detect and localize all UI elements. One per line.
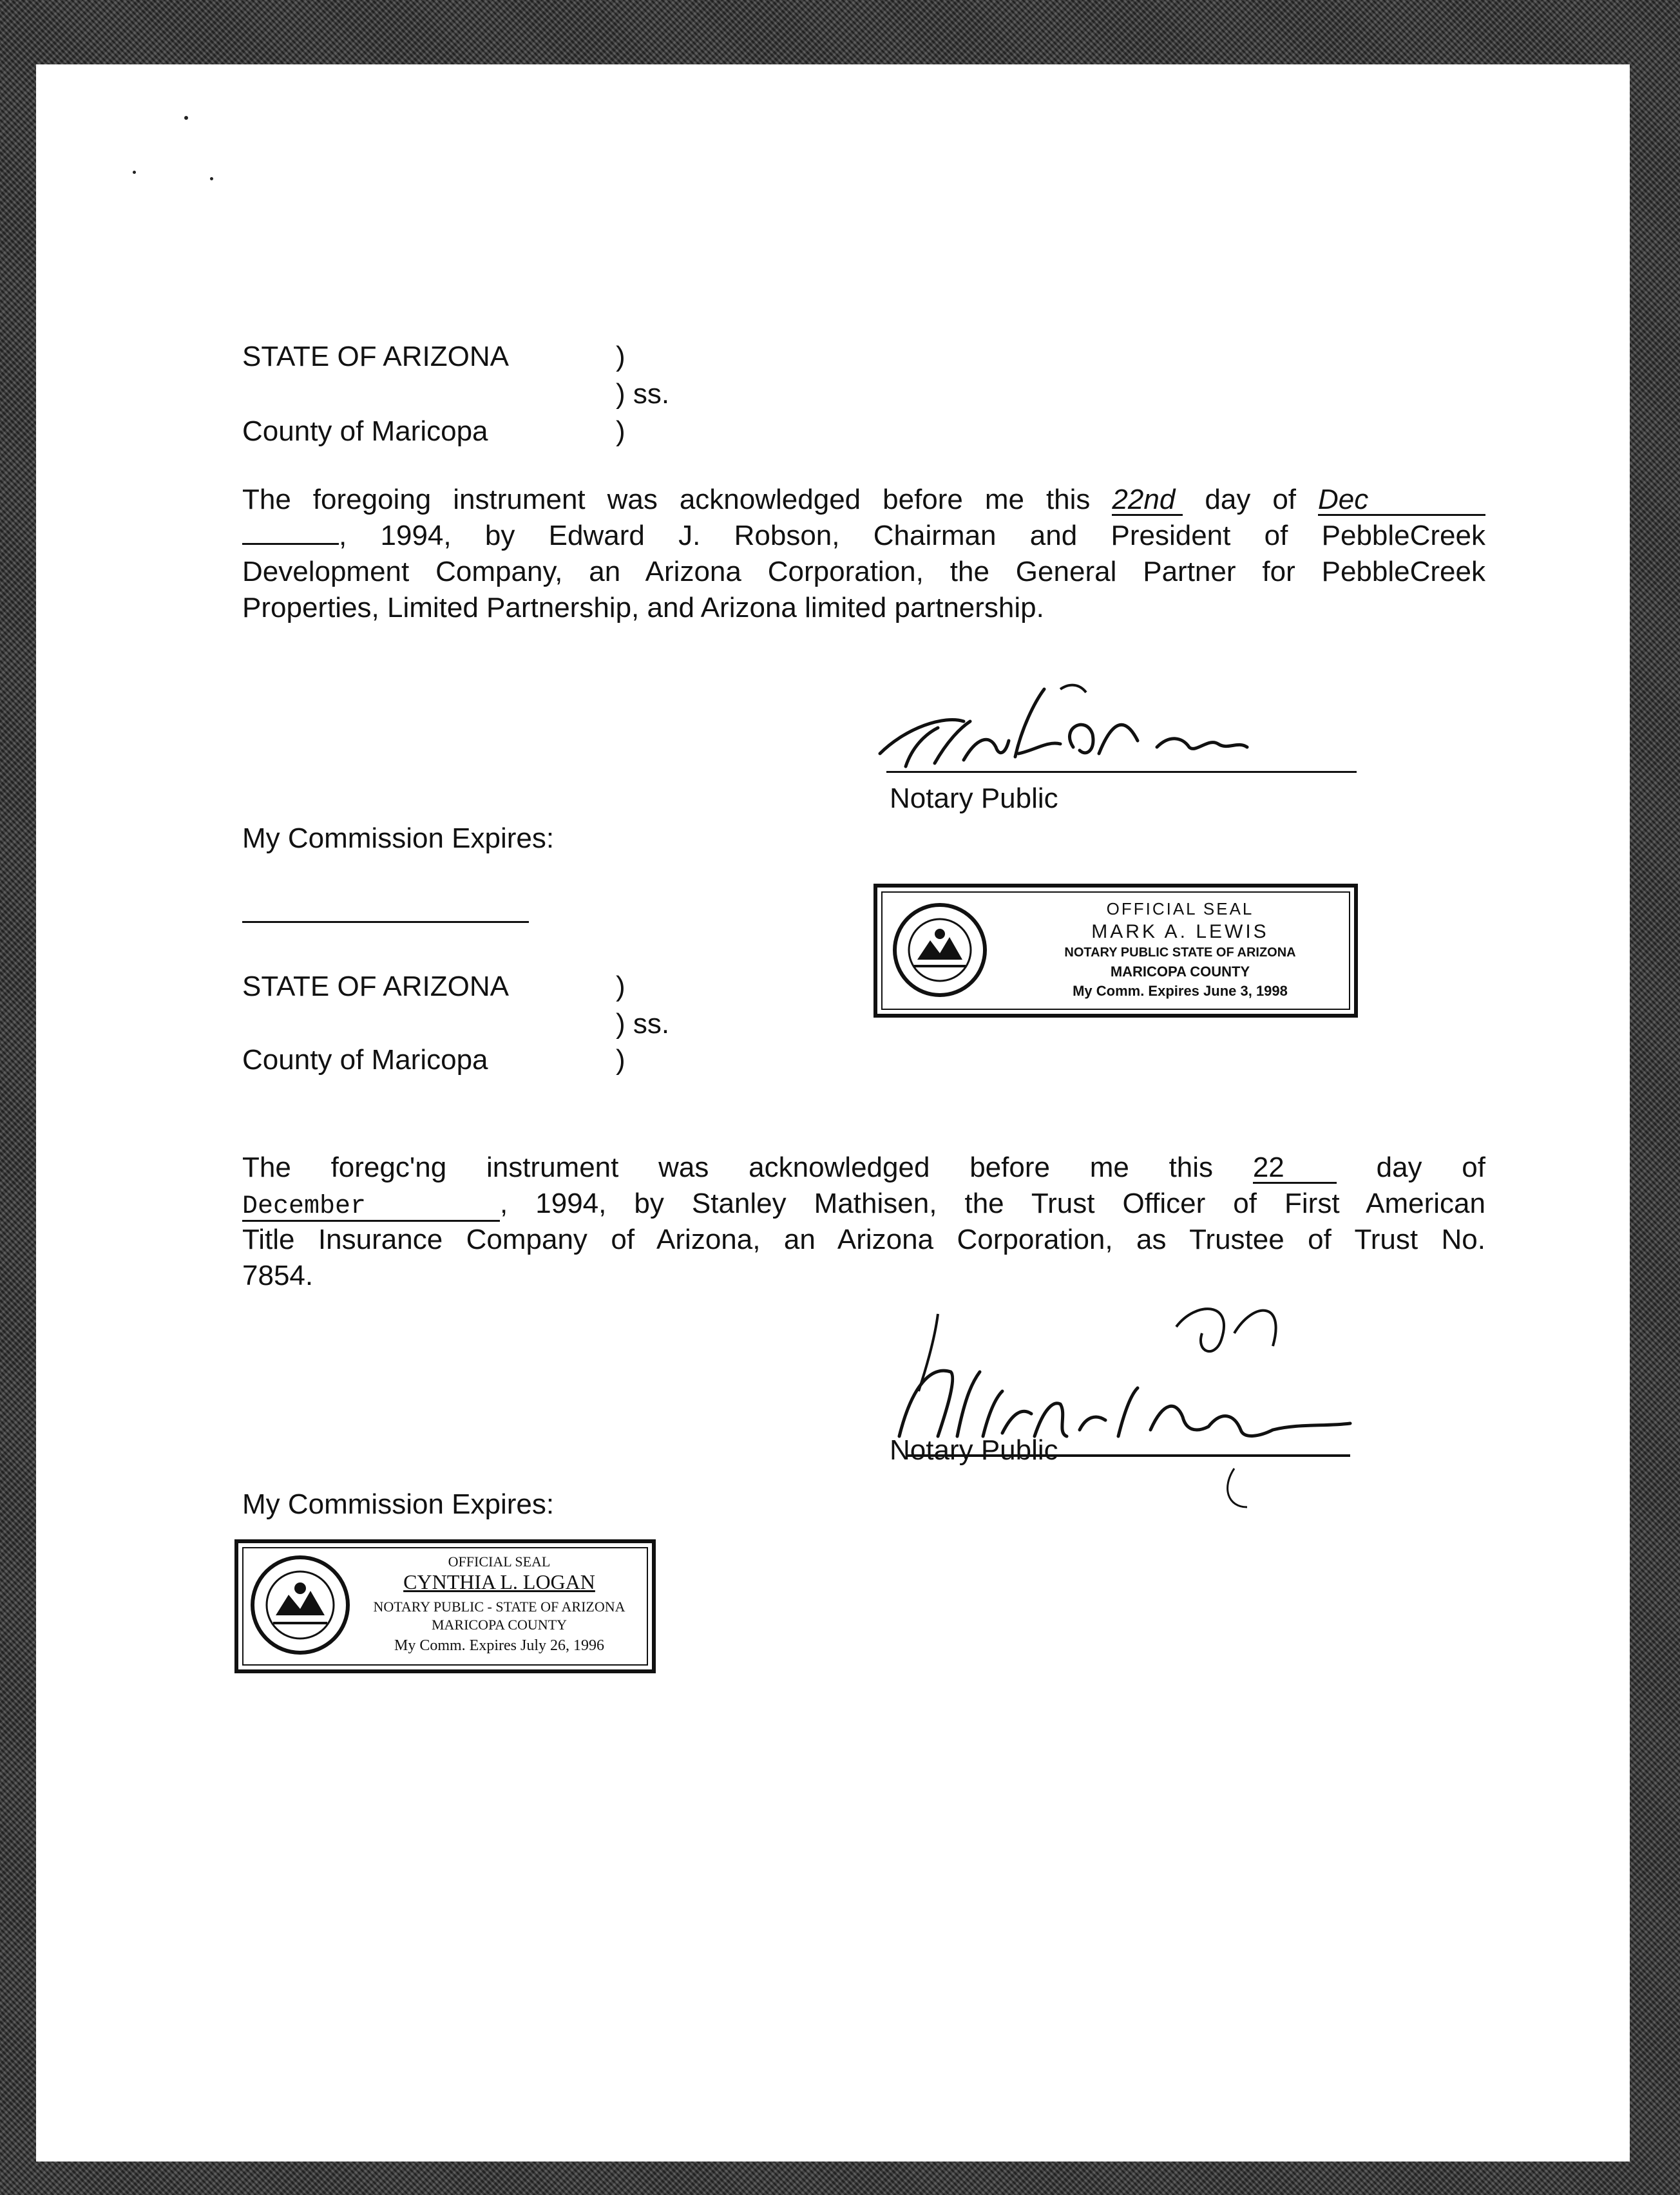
ack-text: day of <box>1205 484 1297 515</box>
ack-text: The foregoing instrument was acknowledged before me this <box>242 484 1091 515</box>
seal-county-line: MARICOPA COUNTY <box>431 1617 568 1633</box>
ack-text: The foregc'ng instrument was acknowledged before me this <box>242 1152 1214 1183</box>
scan-speck <box>133 171 136 174</box>
notary-public-label-2: Notary Public <box>890 1434 1058 1466</box>
seal-notary-name: MARK A. LEWIS <box>1091 921 1269 942</box>
state-heading-1: STATE OF ARIZONA <box>242 341 509 372</box>
venue-paren: ) <box>616 1044 625 1076</box>
ack-line: Title Insurance Company of Arizona, an Arizona Corporation, as Trustee of Trust No. <box>242 1224 1485 1255</box>
commission-expires-label-1: My Commission Expires: <box>242 822 555 854</box>
ack-line: Development Company, an Arizona Corporation, the General Partner for PebbleCreek <box>242 556 1485 587</box>
ack-month-fill: December <box>242 1194 500 1222</box>
scan-speck <box>184 116 188 120</box>
ack-text: , 1994, by Edward J. Robson, Chairman and President of PebbleCreek <box>339 520 1485 551</box>
signature-line-1 <box>886 771 1357 773</box>
seal-state-line: NOTARY PUBLIC - STATE OF ARIZONA <box>373 1599 625 1615</box>
seal-expiration-line: My Comm. Expires June 3, 1998 <box>1073 983 1288 999</box>
venue-paren: ) <box>616 415 625 447</box>
ack-line: Properties, Limited Partnership, and Arizona limited partnership. <box>242 592 1044 623</box>
notary-public-label-1: Notary Public <box>890 783 1058 814</box>
notary-seal-mark-lewis <box>873 884 1358 1018</box>
ss-mark-1: ) ss. <box>616 378 670 410</box>
ack-text: , 1994, by Stanley Mathisen, the Trust Officer of First American <box>500 1188 1485 1219</box>
venue-paren: ) <box>616 971 625 1002</box>
state-heading-2: STATE OF ARIZONA <box>242 971 509 1002</box>
seal-notary-name: CYNTHIA L. LOGAN <box>403 1570 595 1593</box>
notary-seal-cynthia-logan <box>234 1539 656 1673</box>
commission-expires-label-2: My Commission Expires: <box>242 1488 555 1520</box>
ack-line: 7854. <box>242 1260 314 1291</box>
ack-text: day of <box>1376 1152 1485 1183</box>
acknowledgment-paragraph-2 <box>242 1150 1485 1294</box>
seal-county-line: MARICOPA COUNTY <box>1110 964 1250 980</box>
ack-month-fill: Dec <box>1318 486 1485 516</box>
arizona-state-seal-icon <box>892 902 988 998</box>
seal-title: OFFICIAL SEAL <box>448 1554 551 1570</box>
document-page <box>36 64 1630 2162</box>
signature-mark-lewis <box>867 676 1279 786</box>
county-heading-2: County of Maricopa <box>242 1044 488 1076</box>
ack-month-blank <box>242 543 339 545</box>
signature-cynthia-logan <box>873 1275 1440 1520</box>
seal-title: OFFICIAL SEAL <box>1106 899 1254 918</box>
ss-mark-2: ) ss. <box>616 1008 670 1040</box>
seal-expiration-line: My Comm. Expires July 26, 1996 <box>394 1637 604 1654</box>
ack-day-fill: 22 <box>1253 1154 1337 1184</box>
ack-day-fill: 22nd <box>1112 486 1183 516</box>
county-heading-1: County of Maricopa <box>242 415 488 447</box>
arizona-state-seal-icon <box>249 1554 352 1657</box>
commission-line-1 <box>242 921 529 923</box>
acknowledgment-paragraph-1 <box>242 482 1485 626</box>
scan-speck <box>210 177 213 180</box>
seal-state-line: NOTARY PUBLIC STATE OF ARIZONA <box>1064 945 1296 960</box>
venue-paren: ) <box>616 341 625 372</box>
